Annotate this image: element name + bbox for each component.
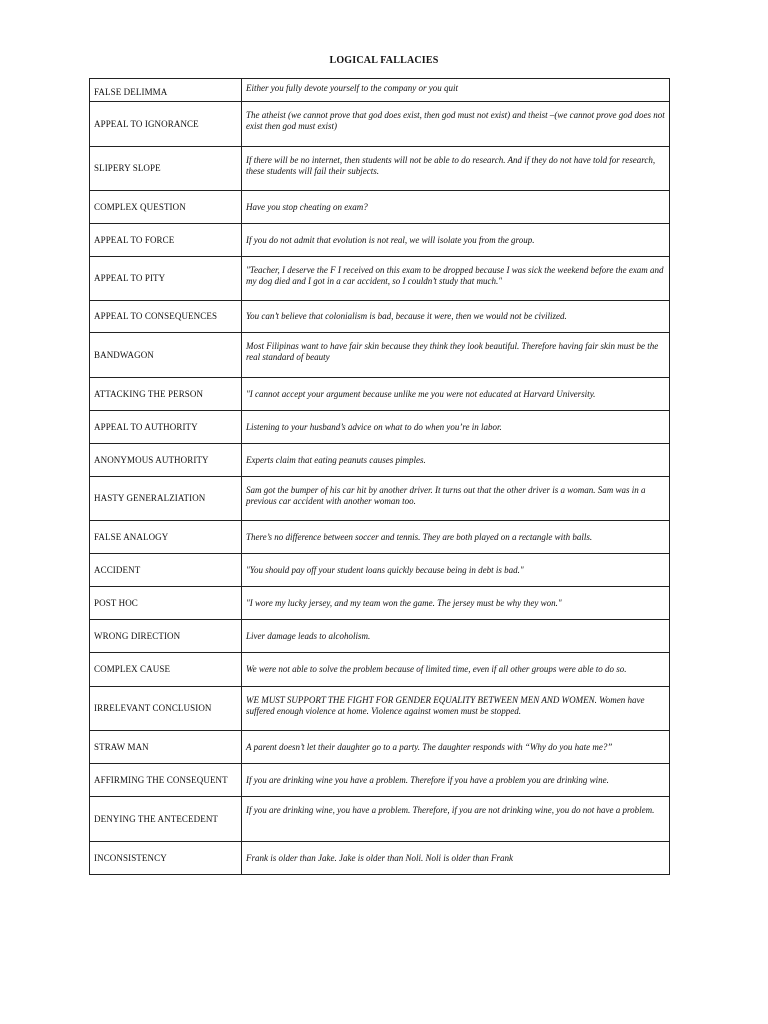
table-row [90,444,670,477]
fallacy-example: WE MUST SUPPORT THE FIGHT FOR GENDER EQUALITY BETWEEN MEN AND WOMEN. Women have suffered enough violence at home. Violence against women must be stopped. [242,687,670,731]
document-title: LOGICAL FALLACIES [329,55,439,66]
table-row [90,411,670,444]
table-row [90,477,670,521]
table-row [90,764,670,797]
table-row [90,521,670,554]
fallacy-name: FALSE DELIMMA [90,79,242,102]
fallacy-example: Have you stop cheating on exam? [242,191,670,224]
fallacy-example: A parent doesn’t let their daughter go to a party. The daughter responds with “Why do you hate me?” [242,731,670,764]
fallacy-name: APPEAL TO AUTHORITY [90,411,242,444]
fallacy-name: BANDWAGON [90,333,242,378]
table-row [90,147,670,191]
fallacy-name: HASTY GENERALZIATION [90,477,242,521]
table-row [90,191,670,224]
fallacy-example: You can’t believe that colonialism is bad, because it were, then we would not be civilized. [242,301,670,333]
fallacy-name: ANONYMOUS AUTHORITY [90,444,242,477]
table-row [90,620,670,653]
fallacy-name: ACCIDENT [90,554,242,587]
fallacy-example: Sam got the bumper of his car hit by another driver. It turns out that the other driver is a woman. Sam was in a previous car accident with another woman too. [242,477,670,521]
fallacy-name: STRAW MAN [90,731,242,764]
fallacy-example: If there will be no internet, then students will not be able to do research. And if they do not have told for research, these students will fail their subjects. [242,147,670,191]
fallacy-example: "I cannot accept your argument because unlike me you were not educated at Harvard University. [242,378,670,411]
fallacy-example: Either you fully devote yourself to the company or you quit [242,79,670,102]
fallacy-name: ATTACKING THE PERSON [90,378,242,411]
table-row [90,554,670,587]
fallacy-name: AFFIRMING THE CONSEQUENT [90,764,242,797]
fallacy-example: "You should pay off your student loans quickly because being in debt is bad." [242,554,670,587]
fallacy-table [89,78,670,875]
fallacy-name: APPEAL TO CONSEQUENCES [90,301,242,333]
fallacy-name: DENYING THE ANTECEDENT [90,797,242,842]
fallacy-example: We were not able to solve the problem because of limited time, even if all other groups were able to do so. [242,653,670,687]
fallacy-name: SLIPERY SLOPE [90,147,242,191]
table-row [90,731,670,764]
table-row [90,102,670,147]
fallacy-name: APPEAL TO IGNORANCE [90,102,242,147]
fallacy-name: WRONG DIRECTION [90,620,242,653]
fallacy-example: The atheist (we cannot prove that god does exist, then god must not exist) and theist –(we cannot prove god does not exist then god must exist) [242,102,670,147]
fallacy-name: IRRELEVANT CONCLUSION [90,687,242,731]
fallacy-example: There’s no difference between soccer and tennis. They are both played on a rectangle with balls. [242,521,670,554]
fallacy-name: COMPLEX CAUSE [90,653,242,687]
fallacy-example: If you are drinking wine, you have a problem. Therefore, if you are not drinking wine, you do not have a problem. [242,797,670,842]
table-row [90,587,670,620]
fallacy-example: "Teacher, I deserve the F I received on this exam to be dropped because I was sick the weekend before the exam and my dog died and I got in a car accident, so I couldn’t study that much." [242,257,670,301]
fallacy-example: "I wore my lucky jersey, and my team won the game. The jersey must be why they won." [242,587,670,620]
table-row [90,301,670,333]
table-row [90,797,670,842]
fallacy-example: If you do not admit that evolution is not real, we will isolate you from the group. [242,224,670,257]
fallacy-example: Liver damage leads to alcoholism. [242,620,670,653]
table-row [90,378,670,411]
fallacy-example: Experts claim that eating peanuts causes pimples. [242,444,670,477]
fallacy-example: Listening to your husband’s advice on what to do when you’re in labor. [242,411,670,444]
table-row [90,333,670,378]
fallacy-name: INCONSISTENCY [90,842,242,875]
fallacy-name: COMPLEX QUESTION [90,191,242,224]
table-row [90,224,670,257]
fallacy-example: Most Filipinas want to have fair skin because they think they look beautiful. Therefore having fair skin must be the real standard of beauty [242,333,670,378]
table-row [90,687,670,731]
fallacy-name: FALSE ANALOGY [90,521,242,554]
table-row [90,842,670,875]
table-row [90,79,670,102]
table-row [90,257,670,301]
fallacy-example: If you are drinking wine you have a problem. Therefore if you have a problem you are drinking wine. [242,764,670,797]
fallacy-name: APPEAL TO FORCE [90,224,242,257]
fallacy-name: APPEAL TO PITY [90,257,242,301]
fallacy-name: POST HOC [90,587,242,620]
fallacy-example: Frank is older than Jake. Jake is older than Noli. Noli is older than Frank [242,842,670,875]
table-row [90,653,670,687]
